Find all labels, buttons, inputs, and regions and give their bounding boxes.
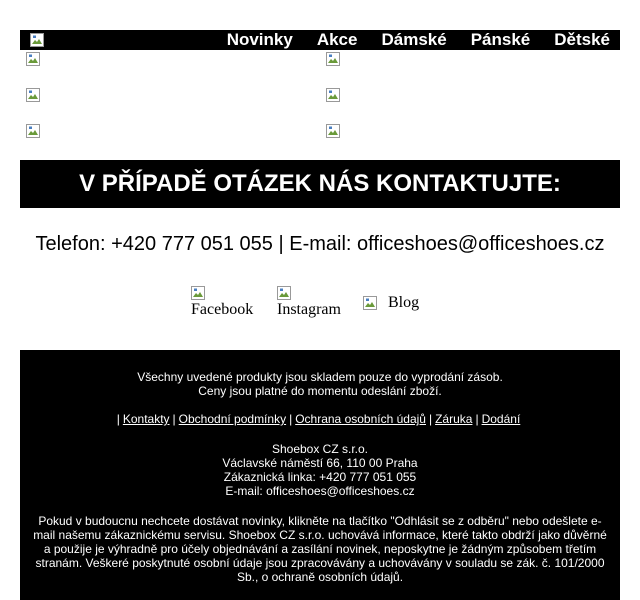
nav-link-damske[interactable]: Dámské: [381, 30, 447, 49]
broken-image-icon[interactable]: [326, 88, 340, 102]
facebook-label: Facebook: [191, 301, 254, 318]
blog-icon: [363, 296, 377, 310]
company-address: Václavské náměstí 66, 110 00 Praha: [222, 456, 418, 470]
broken-image-icon[interactable]: [26, 52, 40, 66]
stock-line-1: Všechny uvedené produkty jsou skladem pouze do vyprodání zásob.: [137, 370, 503, 384]
nav-link-panske[interactable]: Pánské: [470, 30, 531, 49]
facebook-link[interactable]: [191, 286, 253, 319]
footer-link-kontakty[interactable]: Kontakty: [122, 412, 170, 426]
link-separator: |: [428, 412, 433, 426]
company-email: E-mail: officeshoes@officeshoes.cz: [225, 484, 415, 498]
footer: [20, 350, 620, 600]
nav-link-novinky[interactable]: Novinky: [226, 30, 293, 49]
instagram-label: Instagram: [277, 301, 341, 318]
nav-link-detske[interactable]: Dětské: [554, 30, 610, 49]
contact-banner: V PŘÍPADĚ OTÁZEK NÁS KONTAKTUJTE:: [20, 160, 620, 208]
privacy-notice: [30, 514, 610, 584]
company-info: [20, 442, 620, 498]
instagram-link[interactable]: [277, 286, 341, 319]
footer-link-zaruka[interactable]: Záruka: [435, 412, 473, 426]
footer-link-obchodni-podminky[interactable]: Obchodní podmínky: [178, 412, 287, 426]
footer-link-dodani[interactable]: Dodání: [481, 412, 521, 426]
broken-image-icon[interactable]: [26, 124, 40, 138]
stock-line-2: Ceny jsou platné do momentu odeslání zboží.: [198, 384, 442, 398]
privacy-notice-text: Pokud v budoucnu nechcete dostávat novinky, klikněte na tlačítko "Odhlásit se z odběru" nebo odešlete e-mail našemu zákaznickému servisu. Shoebox CZ s.r.o. uchovává informace, které takto obdrží jako důvěrné a použije je výhradně pro účely objednávání a zasílání novinek, neposkytne je žádným způsobem třetím stranám. Veškeré poskytnuté osobní údaje jsou zpracovávány a uchovávány v souladu se zák. č. 101/2000 Sb., o ochraně osobních údajů.: [33, 514, 607, 584]
footer-links: [20, 412, 620, 426]
broken-image-icon[interactable]: [326, 52, 340, 66]
broken-image-icon[interactable]: [326, 124, 340, 138]
broken-image-icon[interactable]: [30, 33, 44, 47]
company-name: Shoebox CZ s.r.o.: [271, 442, 369, 456]
footer-link-ochrana-udaju[interactable]: Ochrana osobních údajů: [295, 412, 426, 426]
link-separator: |: [289, 412, 293, 426]
instagram-icon: [277, 286, 291, 300]
facebook-icon: [191, 286, 205, 300]
link-separator: |: [116, 412, 120, 426]
nav-menu: [203, 30, 610, 50]
social-links: [0, 286, 640, 326]
blog-label: Blog: [388, 294, 420, 311]
top-nav-bar: [20, 30, 620, 50]
stock-notice: [20, 370, 620, 398]
contact-info: Telefon: +420 777 051 055 | E-mail: officeshoes@officeshoes.cz: [35, 233, 605, 255]
company-phone: Zákaznická linka: +420 777 051 055: [223, 470, 417, 484]
link-separator: |: [172, 412, 176, 426]
broken-image-icon[interactable]: [26, 88, 40, 102]
nav-link-akce[interactable]: Akce: [316, 30, 358, 49]
link-separator: |: [475, 412, 479, 426]
blog-link[interactable]: [363, 294, 419, 312]
